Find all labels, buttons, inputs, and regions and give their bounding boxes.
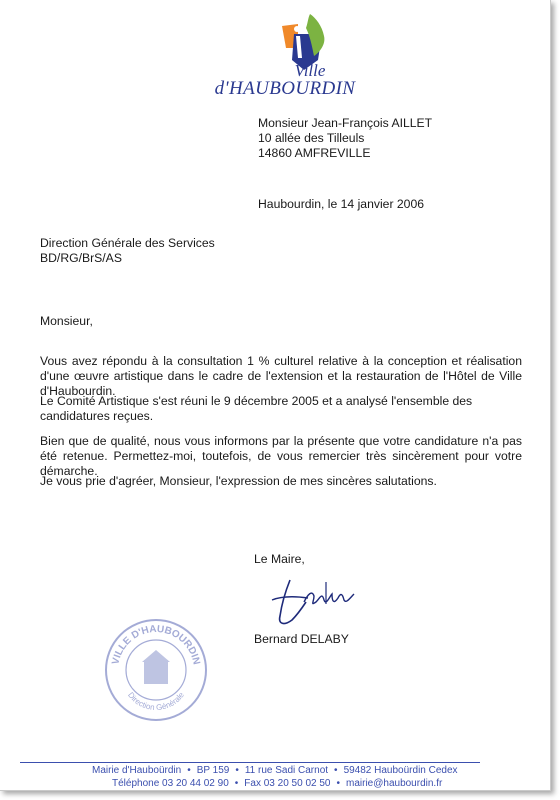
sender-service: Direction Générale des Services (40, 236, 215, 250)
footer-line-1: Mairie d'Hauboürdin • BP 159 • 11 rue Sadi Carnot • 59482 Hauboürdin Cedex (92, 765, 458, 776)
footer-street: 11 rue Sadi Carnot (244, 765, 329, 776)
body-paragraph-2: Le Comité Artistique s'est réuni le 9 décembre 2005 et a analysé l'ensemble des candidatures reçues. (40, 394, 473, 423)
body-paragraph-3: Bien que de qualité, nous vous informons par la présente que votre candidature n'a pas été retenue. Permettez-moi, toutefois, de vous remercier très sincèrement pour votre démarche. (40, 434, 522, 478)
signatory-name: Bernard DELABY (254, 632, 349, 646)
recipient-name: Monsieur Jean-François AILLET (258, 116, 433, 130)
svg-text:Direction Générale (126, 690, 186, 712)
recipient-street: 10 allée des Tilleuls (258, 131, 365, 145)
footer-fax: Fax 03 20 50 02 50 (244, 778, 331, 789)
footer-po-box: BP 159 (196, 765, 230, 776)
date-line: Haubourdin, le 14 janvier 2006 (258, 197, 425, 211)
handwritten-signature-icon (268, 572, 360, 630)
official-stamp-icon (104, 618, 208, 722)
logo-line-name: d'HAUBOURDIN (214, 78, 356, 99)
logo-line-ville: Ville (294, 61, 326, 80)
body-paragraph-1: Vous avez répondu à la consultation 1 % culturel relative à la conception et réalisation d'une œuvre artistique dans le cadre de l'extension et la restauration de l'Hôtel de Ville d'Haubourdin. (40, 354, 522, 398)
sender-block (40, 236, 215, 266)
footer-email[interactable]: mairie@haubourdin.fr (346, 778, 443, 789)
stamp-inner-text: Direction Générale (126, 690, 186, 713)
recipient-city: 14860 AMFREVILLE (258, 146, 371, 160)
stamp-outer-text: VILLE D'HAUBOURDIN (110, 623, 202, 666)
salutation: Monsieur, (40, 314, 93, 328)
footer-town: Mairie d'Hauboürdin (92, 765, 182, 776)
sender-reference: BD/RG/BrS/AS (40, 251, 122, 265)
footer-line-2: Téléphone 03 20 44 02 90 • Fax 03 20 50 02 50 • mairie@haubourdin.fr (112, 778, 443, 789)
footer-postcode: 59482 Hauboürdin Cedex (343, 765, 458, 776)
city-logo-text (200, 62, 370, 98)
footer-phone: Téléphone 03 20 44 02 90 (112, 778, 229, 789)
footer-rule (20, 762, 480, 763)
signature-title: Le Maire, (254, 552, 305, 566)
recipient-address (258, 116, 432, 161)
body-paragraph-4: Je vous prie d'agréer, Monsieur, l'expression de mes sincères salutations. (40, 474, 437, 488)
